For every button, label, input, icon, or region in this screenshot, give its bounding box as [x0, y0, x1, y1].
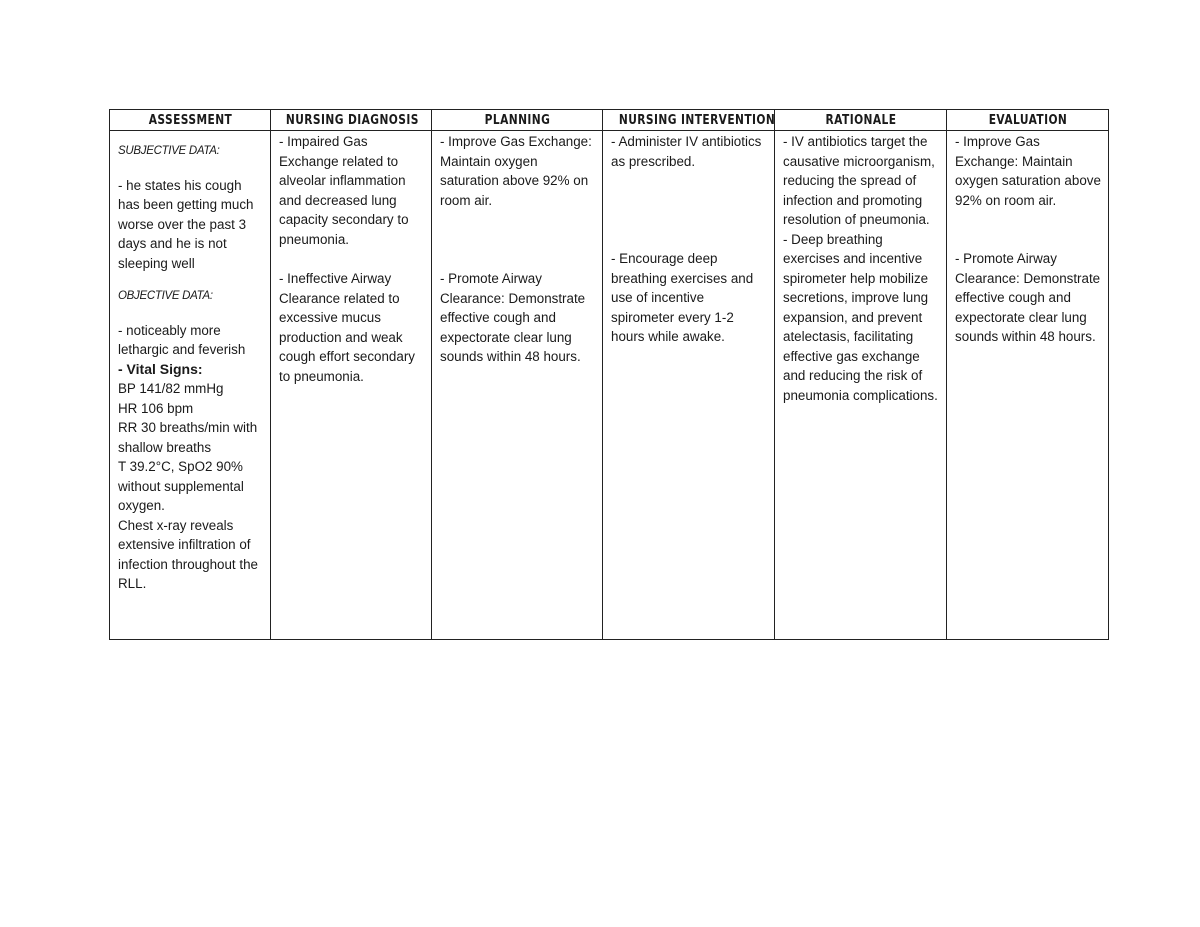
header-evaluation: EVALUATION: [961, 110, 1094, 131]
assessment-cell: [110, 131, 271, 640]
diagnosis-cell: [271, 131, 432, 640]
header-rationale: RATIONALE: [790, 110, 931, 131]
diagnosis-impaired-gas-exchange: - Impaired Gas Exchange related to alveolar inflammation and decreased lung capacity secondary to pneumonia.: [279, 134, 409, 247]
objective-data-label: OBJECTIVE DATA:: [118, 290, 213, 302]
evaluation-gas-exchange: - Improve Gas Exchange: Maintain oxygen saturation above 92% on room air.: [955, 134, 1101, 208]
subjective-data-text: - he states his cough has been getting much worse over the past 3 days and he is not sleeping well: [118, 177, 254, 271]
intervention-iv-antibiotics: - Administer IV antibiotics as prescribed.: [611, 134, 762, 169]
header-row: [110, 110, 1109, 131]
content-row: [110, 131, 1109, 640]
objective-data-text: - noticeably more lethargic and feverish: [118, 322, 246, 357]
subjective-data-label: SUBJECTIVE DATA:: [118, 145, 220, 157]
diagnosis-ineffective-airway-clearance: - Ineffective Airway Clearance related to excessive mucus production and weak cough effort secondary to pneumonia.: [279, 271, 415, 384]
vital-rr: RR 30 breaths/min with shallow breaths: [118, 420, 258, 455]
intervention-cell: [603, 131, 775, 640]
intervention-deep-breathing: - Encourage deep breathing exercises and use of incentive spirometer every 1-2 hours while awake.: [611, 251, 754, 344]
rationale-deep-breathing: - Deep breathing exercises and incentive spirometer help mobilize secretions, improve lung expansion, and prevent atelectasis, facilitating effective gas exchange and reducing the risk of pneumonia complications.: [783, 231, 938, 403]
vital-bp: BP 141/82 mmHg: [118, 381, 224, 396]
evaluation-cell: [947, 131, 1109, 640]
header-nursing-intervention: NURSING INTERVENTION: [618, 110, 759, 131]
vital-signs-label: - Vital Signs:: [118, 360, 203, 377]
nursing-care-plan-table: [109, 109, 1109, 640]
vital-hr: HR 106 bpm: [118, 400, 194, 416]
vital-temp-spo2: T 39.2°C, SpO2 90% without supplemental oxygen.: [118, 459, 244, 513]
header-planning: PLANNING: [447, 110, 587, 131]
rationale-iv-antibiotics: - IV antibiotics target the causative microorganism, reducing the spread of infection and promoting resolution of pneumonia.: [783, 134, 935, 227]
planning-airway-clearance-goal: - Promote Airway Clearance: Demonstrate effective cough and expectorate clear lung sounds within 48 hours.: [440, 271, 586, 364]
chest-xray-finding: Chest x-ray reveals extensive infiltration of infection throughout the RLL.: [118, 517, 258, 591]
planning-cell: [432, 131, 603, 640]
header-nursing-diagnosis: NURSING DIAGNOSIS: [285, 110, 417, 131]
rationale-cell: [775, 131, 947, 640]
evaluation-airway-clearance: - Promote Airway Clearance: Demonstrate effective cough and expectorate clear lung sounds within 48 hours.: [955, 251, 1101, 344]
planning-gas-exchange-goal: - Improve Gas Exchange: Maintain oxygen saturation above 92% on room air.: [440, 134, 592, 208]
header-assessment: ASSESSMENT: [124, 110, 256, 131]
